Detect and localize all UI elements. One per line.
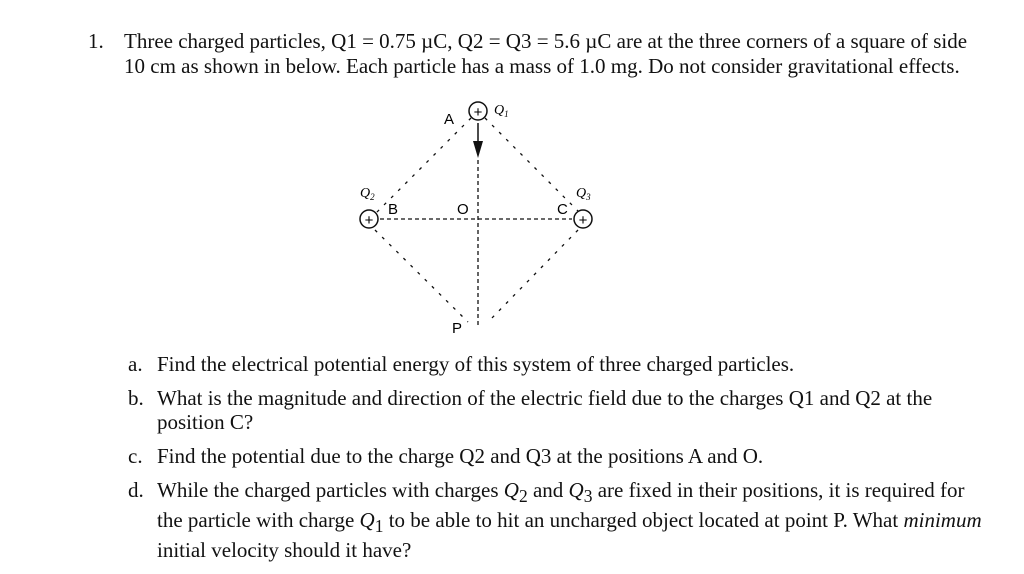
edge-A-C [485, 118, 580, 213]
problem-text: Three charged particles, Q1 = 0.75 µC, Q2 = Q3 = 5.6 µC are at the three corners of a square of side 10 cm as shown in below. Each particle has a mass of 1.0 mg. Do not consider gravitational effects. [124, 29, 968, 78]
edge-C-P [488, 230, 578, 322]
velocity-arrow-head [473, 141, 483, 158]
part-letter: b. [128, 386, 144, 410]
charge-label-Q2: $Q_2$ [360, 186, 375, 202]
point-label-A: A [444, 111, 455, 128]
charge-Q3 [574, 210, 592, 229]
charge-Q2-sign: + [364, 212, 374, 229]
point-label-O: O [457, 201, 469, 218]
part-d [128, 478, 988, 562]
charge-label-Q1: $Q_1$ [494, 103, 509, 119]
point-label-C: C [557, 201, 568, 218]
charge-Q3-sign: + [578, 212, 588, 229]
part-text: What is the magnitude and direction of the electric field due to the charges Q1 and Q2 at the position C? [157, 386, 933, 434]
edge-B-P [375, 230, 468, 322]
point-label-P: P [452, 320, 463, 337]
problem-number: 1. [88, 29, 104, 53]
part-letter: c. [128, 444, 143, 468]
part-a [128, 352, 988, 376]
part-letter: a. [128, 352, 143, 376]
part-text: Find the potential due to the charge Q2 and Q3 at the positions A and O. [157, 444, 764, 468]
charge-label-Q3: $Q_3$ [576, 186, 591, 202]
charge-Q1-sign: + [473, 104, 483, 121]
part-c [128, 444, 988, 468]
edge-A-B [375, 118, 471, 214]
charge-Q1 [469, 102, 487, 121]
part-text: While the charged particles with charges $Q_2$ and $Q_3$ are fixed in their positions, it is required for the particle with charge $Q_1$ to be able to hit an uncharged object located at point P. What minimum initial velocity should it have? [157, 478, 982, 563]
point-label-B: B [388, 201, 399, 218]
part-letter: d. [128, 478, 144, 502]
part-b [128, 386, 988, 434]
question-parts [128, 352, 988, 572]
square-charge-diagram [340, 98, 610, 338]
charge-Q2 [360, 210, 378, 229]
part-text: Find the electrical potential energy of this system of three charged particles. [157, 352, 795, 376]
